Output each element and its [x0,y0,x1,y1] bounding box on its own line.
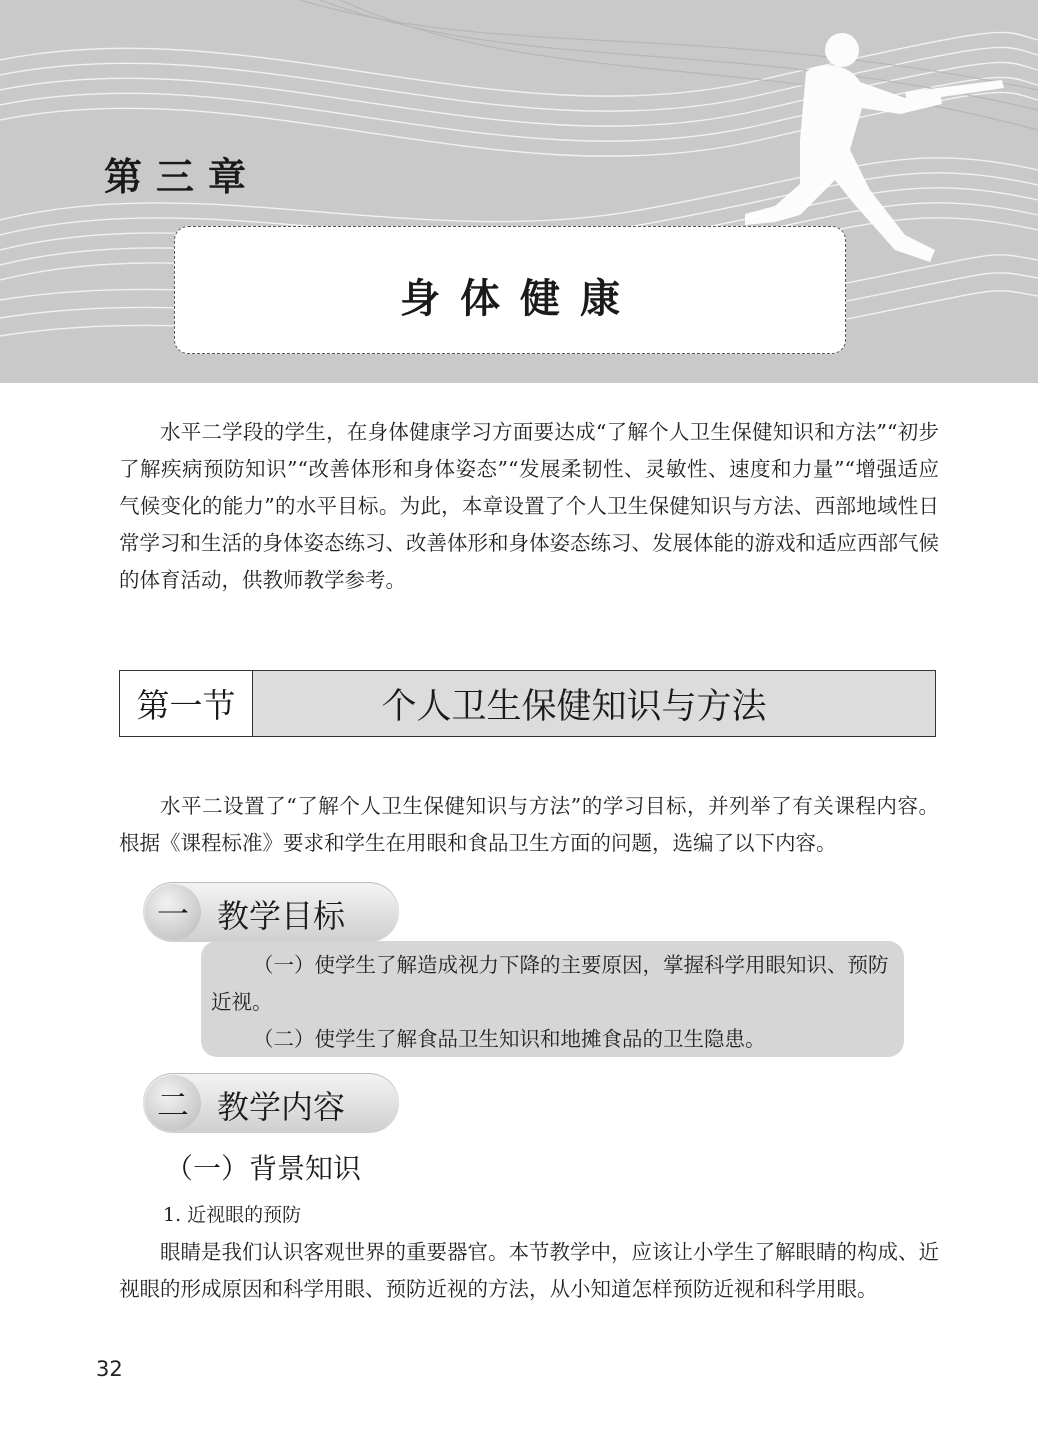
chapter-title: 身体健康 [400,275,640,322]
chapter-label: 第三章 [104,154,261,199]
section-intro [119,788,939,862]
section-intro-text: 水平二设置了“了解个人卫生保健知识与方法”的学习目标，并列举了有关课程内容。根据《课程标准》要求和学生在用眼和食品卫生方面的问题，选编了以下内容。 [119,794,939,855]
content-heading-number: 二 [145,1075,201,1131]
page-number: 32 [96,1357,123,1381]
goals-heading [143,882,399,942]
content-heading [143,1073,399,1133]
goals-box [201,941,904,1057]
section-number: 第一节 [120,671,253,736]
background-knowledge-heading: （一）背景知识 [165,1152,362,1185]
chapter-intro [119,414,939,599]
chapter-title-box [174,226,846,354]
goal-item-1: （一）使学生了解造成视力下降的主要原因，掌握科学用眼知识、预防近视。 [211,953,889,1014]
goals-heading-label: 教学目标 [217,897,346,935]
chapter-intro-text: 水平二学段的学生，在身体健康学习方面要达成“了解个人卫生保健知识和方法”“初步了解疾病预防知识”“改善体形和身体姿态”“发展柔韧性、灵敏性、速度和力量”“增强适应气候变化的能力”的水平目标。为此，本章设置了个人卫生保健知识与方法、西部地域性日常学习和生活的身体姿态练习、改善体形和身体姿态练习、发展体能的游戏和适应西部气候的体育活动，供教师教学参考。 [119,420,939,592]
goal-item-2: （二）使学生了解食品卫生知识和地摊食品的卫生隐患。 [253,1027,766,1051]
myopia-prevention-title: 1. 近视眼的预防 [163,1204,302,1226]
content-heading-label: 教学内容 [217,1088,346,1126]
section-title: 个人卫生保健知识与方法 [253,671,935,736]
myopia-paragraph [119,1234,939,1308]
goals-heading-number: 一 [145,884,201,940]
myopia-paragraph-text: 眼睛是我们认识客观世界的重要器官。本节教学中，应该让小学生了解眼睛的构成、近视眼的形成原因和科学用眼、预防近视的方法，从小知道怎样预防近视和科学用眼。 [119,1240,939,1301]
chapter-banner [0,0,1038,383]
section-heading [119,670,936,737]
